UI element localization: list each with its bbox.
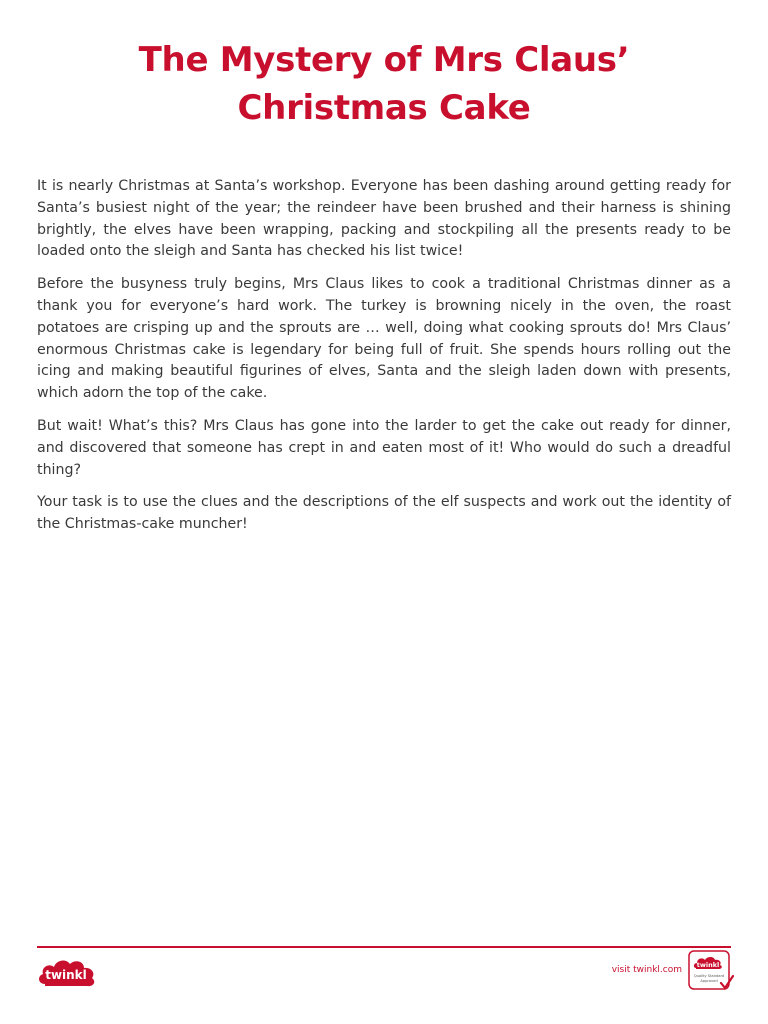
title-line-1: The Mystery of Mrs Claus’ (138, 40, 630, 80)
visit-twinkl-link[interactable]: visit twinkl.com (611, 965, 682, 975)
paragraph-mystery: But wait! What’s this? Mrs Claus has gone into the larder to get the cake out ready for dinner, and discovered that someone has crept in and eaten most of it! Who would do such a dreadful thing? (37, 417, 731, 478)
title-line-2: Christmas Cake (237, 88, 531, 128)
page-title (0, 36, 768, 132)
badge-caption-1: Quality Standard (693, 974, 725, 978)
paragraph-task: Your task is to use the clues and the descriptions of the elf suspects and work out the identity of the Christmas-cake muncher! (37, 494, 731, 533)
badge-caption-2: Approved (700, 979, 718, 983)
logo-wordmark: twinkl (45, 968, 87, 982)
paragraph-intro: It is nearly Christmas at Santa’s workshop. Everyone has been dashing around getting ready for Santa’s busiest night of the year; the reindeer have been brushed and their harness is shining brightly, the elves have been wrapping, packing and stockpiling all the presents ready to be loaded onto the sleigh and Santa has checked his list twice! (37, 178, 731, 260)
badge-brand: twinkl (696, 961, 720, 969)
quality-badge-icon (688, 950, 734, 992)
story-body (37, 176, 731, 547)
paragraph-dinner: Before the busyness truly begins, Mrs Claus likes to cook a traditional Christmas dinner as a thank you for everyone’s hard work. The turkey is browning nicely in the oven, the roast potatoes are crisping up and the sprouts are … well, doing what cooking sprouts do! Mrs Claus’ enormous Christmas cake is legendary for being full of fruit. She spends hours rolling out the icing and making beautiful figurines of elves, Santa and the sleigh laden down with presents, which adorn the top of the cake. (37, 276, 731, 402)
twinkl-logo-icon (36, 954, 98, 990)
footer-divider (37, 946, 731, 948)
